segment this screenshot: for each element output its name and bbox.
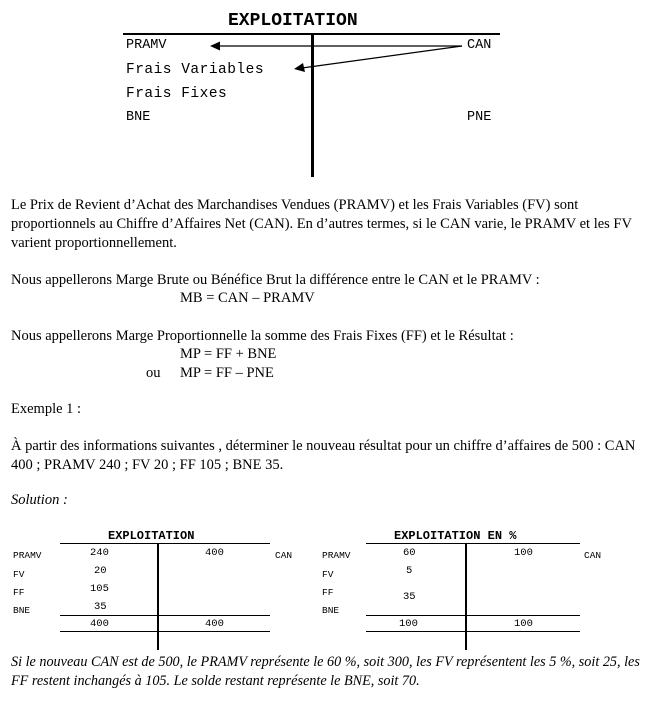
table2-value-credit: 100 [514, 547, 533, 559]
paragraph-marge-proportionnelle: Nous appellerons Marge Proportionnelle la somme des Frais Fixes (FF) et le Résultat : [11, 328, 514, 344]
exemple-heading: Exemple 1 : [11, 401, 82, 417]
top-account-title: EXPLOITATION [228, 11, 358, 31]
paragraph-marge-brute: Nous appellerons Marge Brute ou Bénéfice Brut la différence entre le CAN et le PRAMV : [11, 272, 540, 288]
label-frais-fixes: Frais Fixes [126, 86, 228, 102]
table1-title: EXPLOITATION [108, 529, 195, 543]
table1-value-bne: 35 [94, 601, 107, 613]
table1-label-fv: FV [13, 569, 25, 580]
table1-value-fv: 20 [94, 565, 107, 577]
label-frais-variables: Frais Variables [126, 62, 265, 78]
table2-total-line-top [366, 615, 580, 616]
arrows-svg [0, 0, 659, 100]
label-pramv: PRAMV [126, 38, 167, 53]
table2-top-line [366, 543, 580, 544]
arrowhead-fv [294, 63, 305, 72]
table1-label-ff: FF [13, 587, 25, 598]
formula-mp-bne: MP = FF + BNE [180, 346, 277, 362]
formula-ou: ou [146, 365, 161, 381]
table2-label-bne: BNE [322, 605, 340, 616]
paragraph-enonce: À partir des informations suivantes , déterminer le nouveau résultat pour un chiffre d’affaires de 500 : CAN 400 ; PRAMV 240 ; FV 20 ; FF 105 ; BNE 35. [11, 438, 636, 473]
paragraph-conclusion: Si le nouveau CAN est de 500, le PRAMV représente le 60 %, soit 300, les FV représentent les 5 %, soit 25, les FF restent inchangés à 105. Le solde restant représente le BNE, soit 70. [11, 654, 640, 689]
arrow-can-fv [302, 46, 462, 68]
table2-label-fv: FV [322, 569, 334, 580]
table1-vline [157, 543, 159, 650]
formula-mp-pne: MP = FF – PNE [180, 365, 274, 381]
table1-label-pramv: PRAMV [13, 550, 42, 561]
table2-title: EXPLOITATION EN % [394, 529, 517, 543]
paragraph-proportionnels: Le Prix de Revient d’Achat des Marchandises Vendues (PRAMV) et les Frais Variables (FV) sont proportionnels au Chiffre d’Affaires Net (CAN). En d’autres termes, si le CAN varie, le PRAMV et les FV varient proportionnellement. [11, 197, 632, 251]
table1-total-line-top [60, 615, 270, 616]
table2-total-right: 100 [514, 618, 533, 630]
table2-total-left: 100 [399, 618, 418, 630]
table1-value-pramv: 240 [90, 547, 109, 559]
label-can: CAN [467, 38, 492, 53]
table2-total-line-bottom [366, 631, 580, 632]
table1-total-line-bottom [60, 631, 270, 632]
table1-value-credit: 400 [205, 547, 224, 559]
table1-total-left: 400 [90, 618, 109, 630]
table2-label-can: CAN [584, 550, 602, 561]
table1-label-bne: BNE [13, 605, 31, 616]
table2-value-fv: 5 [406, 565, 413, 577]
table2-label-ff: FF [322, 587, 334, 598]
table2-value-ff-bne: 35 [403, 591, 416, 603]
solution-heading: Solution : [11, 492, 68, 508]
table2-label-pramv: PRAMV [322, 550, 351, 561]
arrowhead-pramv [210, 42, 220, 51]
formula-mb: MB = CAN – PRAMV [180, 290, 315, 306]
table1-top-line [60, 543, 270, 544]
label-pne: PNE [467, 110, 492, 125]
table1-total-right: 400 [205, 618, 224, 630]
label-bne: BNE [126, 110, 151, 125]
table1-value-ff: 105 [90, 583, 109, 595]
table2-value-pramv: 60 [403, 547, 416, 559]
table2-vline [465, 543, 467, 650]
table1-label-can: CAN [275, 550, 293, 561]
